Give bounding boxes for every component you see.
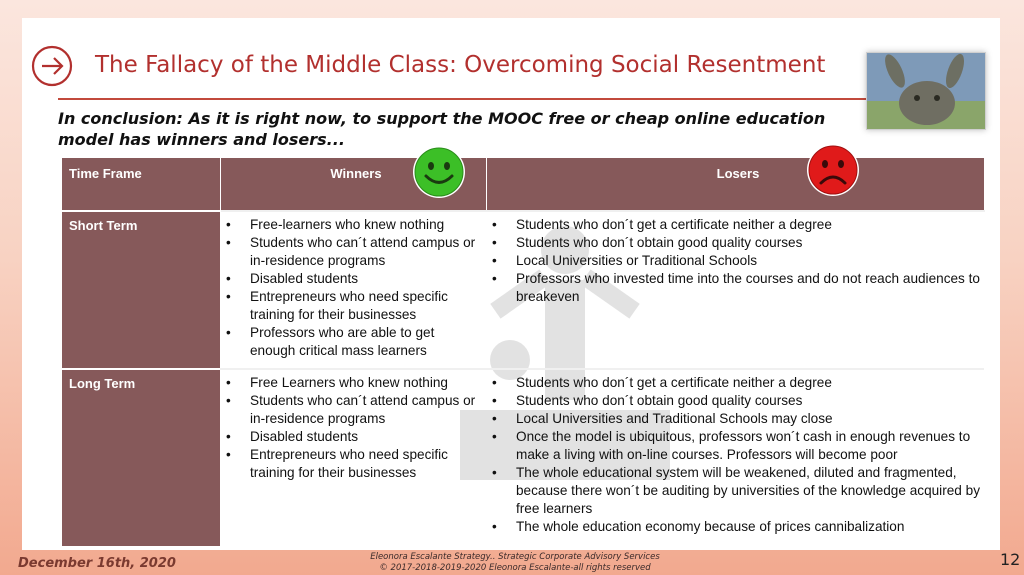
header-losers: Losers [486,158,984,211]
table-row [62,369,984,546]
winners-cell [220,369,486,546]
row-frame-label: Short Term [62,211,220,369]
list-item: • Students who don´t obtain good quality courses [516,392,980,410]
list-item: • Students who don´t obtain good quality courses [516,234,980,252]
list-item: • Local Universities or Traditional Schools [516,252,980,270]
list-item: • Entrepreneurs who need specific training for their businesses [250,446,482,482]
list-item: • Disabled students [250,428,482,446]
list-item: • Once the model is ubiquitous, professors won´t cash in enough revenues to make a living with on-line courses. Professors will become poor [516,428,980,464]
list-item: • The whole education economy because of prices cannibalization [516,518,980,536]
table-row [62,211,984,369]
footer-credit-line1: Eleonora Escalante Strategy.. Strategic Corporate Advisory Services [370,552,660,562]
smiley-face-icon [412,145,466,199]
footer-date: December 16th, 2020 [18,556,176,571]
list-item: • Professors who invested time into the courses and do not reach audiences to breakeven [516,270,980,306]
list-item: • Students who can´t attend campus or in-residence programs [250,392,482,428]
list-item: • The whole educational system will be weakened, diluted and fragmented, because there won´t be auditing by universities of the knowledge acquired by free learners [516,464,980,518]
winners-losers-table [62,158,985,546]
footer-credit-line2: © 2017-2018-2019-2020 Eleonora Escalante-all rights reserved [379,563,651,573]
list-item: • Disabled students [250,270,482,288]
losers-list [490,216,980,306]
header-time-frame: Time Frame [62,158,220,211]
title-divider [58,98,866,100]
losers-list [490,374,980,536]
winners-cell [220,211,486,369]
footer-credit [370,552,660,574]
winners-list [224,216,482,360]
list-item: • Professors who are able to get enough critical mass learners [250,324,482,360]
arrow-circle-icon [30,44,74,88]
list-item: • Local Universities and Traditional Schools may close [516,410,980,428]
losers-cell [486,369,984,546]
winners-list [224,374,482,482]
slide-subtitle: In conclusion: As it is right now, to support the MOOC free or cheap online education model has winners and losers... [58,109,826,149]
losers-cell [486,211,984,369]
list-item: • Free-learners who knew nothing [250,216,482,234]
list-item: • Free Learners who knew nothing [250,374,482,392]
page-number: 12 [1000,550,1021,569]
list-item: • Students who don´t get a certificate neither a degree [516,374,980,392]
list-item: • Entrepreneurs who need specific training for their businesses [250,288,482,324]
row-frame-label: Long Term [62,369,220,546]
sad-face-icon [806,143,860,197]
list-item: • Students who can´t attend campus or in-residence programs [250,234,482,270]
rabbit-image [866,52,986,130]
slide-title: The Fallacy of the Middle Class: Overcoming Social Resentment [95,52,826,78]
list-item: • Students who don´t get a certificate neither a degree [516,216,980,234]
header-winners: Winners [220,158,486,211]
